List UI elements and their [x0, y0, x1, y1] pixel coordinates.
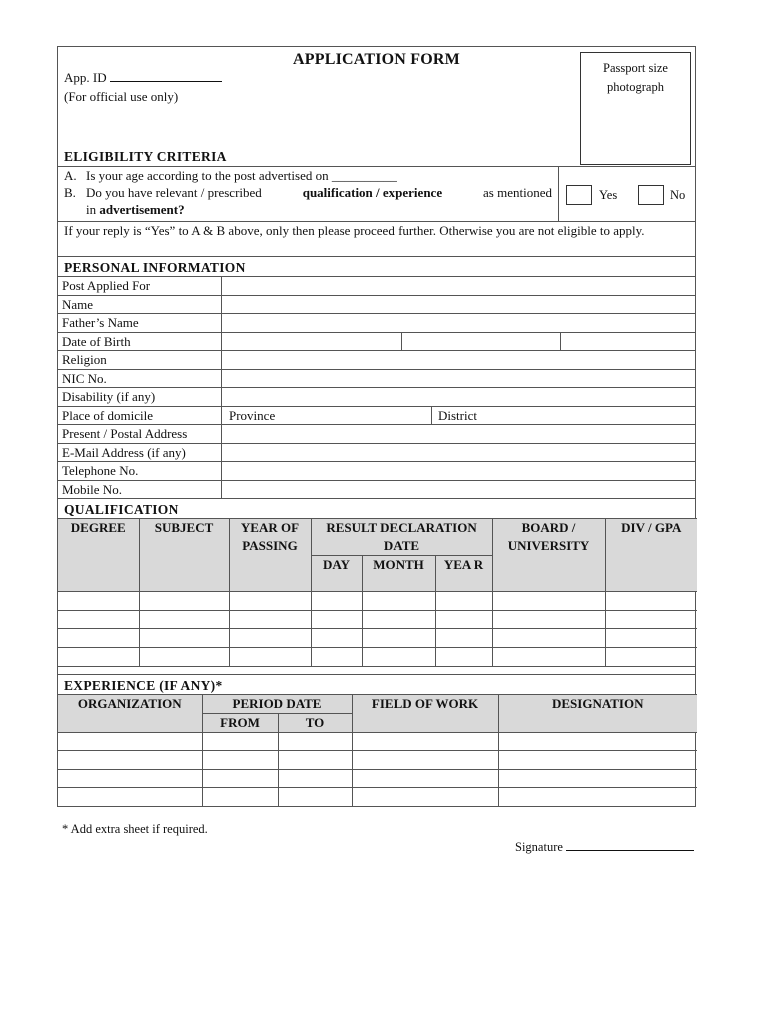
table-cell[interactable]	[492, 610, 605, 629]
table-cell[interactable]	[605, 647, 697, 666]
passport-photo-box[interactable]	[580, 52, 691, 165]
table-cell[interactable]	[229, 610, 311, 629]
field-row	[58, 313, 695, 332]
col-day: DAY	[311, 556, 362, 592]
app-id-field[interactable]	[110, 70, 222, 82]
no-checkbox[interactable]	[638, 185, 664, 205]
col-designation: DESIGNATION	[498, 694, 697, 732]
disability-input[interactable]	[222, 388, 695, 406]
col-period-date: PERIOD DATE	[202, 694, 352, 713]
table-cell[interactable]	[492, 647, 605, 666]
field-row	[58, 424, 695, 443]
table-cell[interactable]	[58, 788, 202, 807]
table-cell[interactable]	[202, 769, 278, 788]
field-row	[58, 443, 695, 462]
col-degree: DEGREE	[58, 519, 139, 592]
province-field[interactable]	[222, 407, 432, 425]
yes-checkbox[interactable]	[566, 185, 592, 205]
form-title: APPLICATION FORM	[293, 51, 460, 68]
experience-section	[58, 675, 695, 807]
table-cell[interactable]	[435, 610, 492, 629]
personal-info-section	[58, 257, 695, 499]
official-use-note: (For official use only)	[64, 89, 179, 104]
question-b-line	[86, 184, 552, 201]
table-cell[interactable]	[58, 732, 202, 751]
col-board: BOARD / UNIVERSITY	[492, 519, 605, 592]
table-cell[interactable]	[229, 629, 311, 648]
table-row	[58, 788, 697, 807]
table-cell[interactable]	[492, 592, 605, 611]
experience-table	[58, 694, 697, 807]
application-form	[57, 46, 696, 807]
yes-label: Yes	[599, 188, 618, 202]
col-result-date: RESULT DECLARATION DATE	[311, 519, 492, 556]
table-cell[interactable]	[139, 647, 229, 666]
table-cell[interactable]	[498, 732, 697, 751]
table-cell[interactable]	[139, 592, 229, 611]
table-cell[interactable]	[58, 629, 139, 648]
religion-input[interactable]	[222, 351, 695, 369]
col-yea: YEA R	[435, 556, 492, 592]
field-label: Disability (if any)	[58, 388, 222, 406]
question-b-part3: in	[86, 202, 97, 217]
field-row	[58, 332, 695, 351]
question-a-text: Is your age according to the post advertised on __________	[86, 168, 397, 183]
table-cell[interactable]	[362, 610, 435, 629]
no-label: No	[670, 188, 686, 202]
post-applied-input[interactable]	[222, 277, 695, 295]
field-label: Date of Birth	[58, 333, 222, 351]
col-field-of-work: FIELD OF WORK	[352, 694, 498, 732]
app-id-row	[64, 69, 222, 86]
extra-sheet-note: * Add extra sheet if required.	[62, 822, 208, 836]
telephone-input[interactable]	[222, 462, 695, 480]
table-cell[interactable]	[139, 610, 229, 629]
table-cell[interactable]	[278, 769, 352, 788]
question-b-marker: B.	[64, 185, 76, 200]
field-row	[58, 276, 695, 295]
province-label: Province	[229, 407, 276, 423]
table-row	[58, 610, 697, 629]
table-row	[58, 769, 697, 788]
eligibility-section	[58, 167, 695, 222]
dob-input-2[interactable]	[402, 333, 561, 351]
question-b-part1: Do you have relevant / prescribed	[86, 185, 262, 200]
table-cell[interactable]	[498, 788, 697, 807]
col-organization: ORGANIZATION	[58, 694, 202, 732]
name-input[interactable]	[222, 296, 695, 314]
question-b-bold1: qualification / experience	[302, 185, 443, 200]
table-cell[interactable]	[435, 629, 492, 648]
table-cell[interactable]	[311, 647, 362, 666]
field-label: Post Applied For	[58, 277, 222, 295]
question-b-cont	[64, 201, 552, 218]
col-subject: SUBJECT	[139, 519, 229, 592]
table-cell[interactable]	[58, 592, 139, 611]
table-cell[interactable]	[605, 629, 697, 648]
personal-info-heading: PERSONAL INFORMATION	[64, 260, 246, 275]
question-b-bold2: advertisement?	[99, 202, 185, 217]
app-id-label: App. ID	[64, 70, 107, 85]
nic-input[interactable]	[222, 370, 695, 388]
qualification-section	[58, 499, 695, 675]
table-row	[58, 751, 697, 770]
table-cell[interactable]	[362, 629, 435, 648]
qualification-heading: QUALIFICATION	[64, 502, 179, 517]
form-header	[58, 47, 695, 167]
col-from: FROM	[202, 713, 278, 732]
col-year-of-passing: YEAR OF PASSING	[229, 519, 311, 592]
field-label: Religion	[58, 351, 222, 369]
table-cell[interactable]	[498, 769, 697, 788]
table-cell[interactable]	[202, 751, 278, 770]
table-cell[interactable]	[435, 647, 492, 666]
table-cell[interactable]	[58, 610, 139, 629]
table-cell[interactable]	[58, 751, 202, 770]
table-cell[interactable]	[362, 592, 435, 611]
col-div-gpa: DIV / GPA	[605, 519, 697, 592]
table-cell[interactable]	[278, 732, 352, 751]
signature-field[interactable]	[566, 839, 694, 851]
table-cell[interactable]	[278, 788, 352, 807]
table-cell[interactable]	[202, 732, 278, 751]
signature-row	[515, 839, 694, 856]
table-cell[interactable]	[278, 751, 352, 770]
table-cell[interactable]	[311, 610, 362, 629]
eligibility-questions	[58, 167, 559, 221]
table-cell[interactable]	[229, 592, 311, 611]
table-cell[interactable]	[58, 769, 202, 788]
table-cell[interactable]	[352, 732, 498, 751]
table-row	[58, 647, 697, 666]
table-cell[interactable]	[352, 751, 498, 770]
table-cell[interactable]	[492, 629, 605, 648]
table-cell[interactable]	[605, 592, 697, 611]
table-cell[interactable]	[229, 647, 311, 666]
qualification-spacer	[58, 666, 695, 674]
question-b	[64, 184, 552, 201]
yes-no-area	[559, 167, 695, 221]
dob-input-1[interactable]	[222, 333, 402, 351]
signature-label: Signature	[515, 840, 563, 854]
table-cell[interactable]	[498, 751, 697, 770]
eligibility-note-text: If your reply is “Yes” to A & B above, only then please proceed further. Otherwise you are not eligible to apply.	[64, 223, 645, 238]
table-cell[interactable]	[311, 629, 362, 648]
qualification-table	[58, 518, 697, 666]
table-row	[58, 592, 697, 611]
field-row	[58, 406, 695, 425]
field-row	[58, 369, 695, 388]
table-cell[interactable]	[435, 592, 492, 611]
field-label: Mobile No.	[58, 481, 222, 499]
field-row	[58, 350, 695, 369]
field-label: Father’s Name	[58, 314, 222, 332]
question-b-part2: as mentioned	[483, 185, 552, 200]
address-input[interactable]	[222, 425, 695, 443]
table-cell[interactable]	[139, 629, 229, 648]
table-cell[interactable]	[202, 788, 278, 807]
mobile-input[interactable]	[222, 481, 695, 499]
father-name-input[interactable]	[222, 314, 695, 332]
district-label: District	[438, 407, 477, 423]
table-cell[interactable]	[362, 647, 435, 666]
table-cell[interactable]	[352, 788, 498, 807]
field-row	[58, 461, 695, 480]
table-row	[58, 732, 697, 751]
eligibility-note	[58, 222, 695, 257]
field-label: E-Mail Address (if any)	[58, 444, 222, 462]
photo-label: Passport size photograph	[603, 61, 668, 94]
district-field[interactable]	[432, 407, 695, 425]
field-label: Name	[58, 296, 222, 314]
table-row	[58, 629, 697, 648]
field-label: Present / Postal Address	[58, 425, 222, 443]
field-row	[58, 295, 695, 314]
field-label: NIC No.	[58, 370, 222, 388]
email-input[interactable]	[222, 444, 695, 462]
table-cell[interactable]	[58, 647, 139, 666]
col-month: MONTH	[362, 556, 435, 592]
question-a-marker: A.	[64, 168, 77, 183]
field-row	[58, 387, 695, 406]
field-row	[58, 480, 695, 499]
table-cell[interactable]	[311, 592, 362, 611]
field-label: Telephone No.	[58, 462, 222, 480]
field-label: Place of domicile	[58, 407, 222, 425]
col-to: TO	[278, 713, 352, 732]
question-a	[64, 167, 552, 184]
table-cell[interactable]	[605, 610, 697, 629]
dob-input-3[interactable]	[561, 333, 695, 351]
eligibility-heading: ELIGIBILITY CRITERIA	[64, 149, 227, 164]
table-cell[interactable]	[352, 769, 498, 788]
experience-heading: EXPERIENCE (IF ANY)*	[64, 677, 223, 693]
